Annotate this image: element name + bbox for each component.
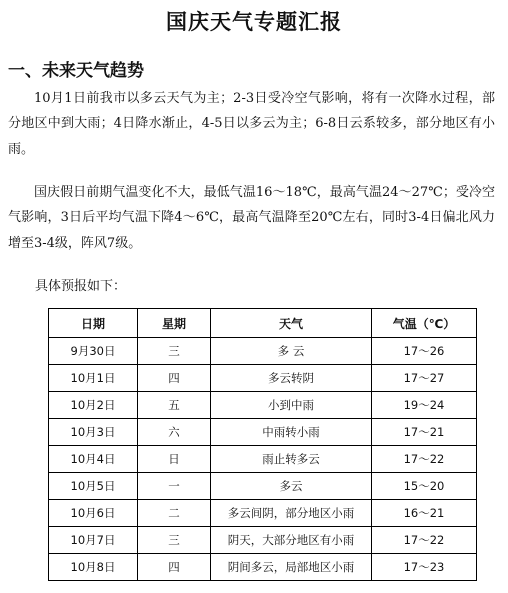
cell-weekday: 三 [138, 338, 211, 365]
cell-temperature: 17～22 [372, 446, 477, 473]
table-row [49, 500, 477, 527]
header-temperature: 气温（℃） [372, 309, 477, 338]
table-row [49, 419, 477, 446]
header-weather: 天气 [211, 309, 372, 338]
cell-temperature: 17～21 [372, 419, 477, 446]
cell-temperature: 17～26 [372, 338, 477, 365]
table-row [49, 527, 477, 554]
cell-temperature: 17～22 [372, 527, 477, 554]
document-title: 国庆天气专题汇报 [166, 10, 342, 34]
table-header-row [49, 309, 477, 338]
cell-weekday: 三 [138, 527, 211, 554]
table-row [49, 473, 477, 500]
cell-temperature: 17～23 [372, 554, 477, 581]
cell-date: 10月7日 [49, 527, 138, 554]
cell-temperature: 15～20 [372, 473, 477, 500]
cell-weekday: 一 [138, 473, 211, 500]
cell-weekday: 六 [138, 419, 211, 446]
cell-weekday: 五 [138, 392, 211, 419]
table-row [49, 365, 477, 392]
table-row [49, 392, 477, 419]
forecast-lead-text: 具体预报如下： [35, 279, 127, 294]
cell-date: 10月2日 [49, 392, 138, 419]
cell-date: 10月8日 [49, 554, 138, 581]
cell-weather: 多云转阴 [211, 365, 372, 392]
cell-date: 10月5日 [49, 473, 138, 500]
cell-date: 10月1日 [49, 365, 138, 392]
cell-weather: 小到中雨 [211, 392, 372, 419]
trend-paragraph-1: 10月1日前我市以多云天气为主；2-3日受冷空气影响，将有一次降水过程，部分地区中到大雨；4日降水渐止，4-5日以多云为主；6-8日云系较多，部分地区有小雨。 [8, 91, 495, 157]
cell-weekday: 二 [138, 500, 211, 527]
cell-date: 10月4日 [49, 446, 138, 473]
cell-weekday: 日 [138, 446, 211, 473]
forecast-table [48, 308, 477, 581]
cell-date: 10月6日 [49, 500, 138, 527]
header-weekday: 星期 [138, 309, 211, 338]
cell-temperature: 17～27 [372, 365, 477, 392]
trend-paragraph-2: 国庆假日前期气温变化不大，最低气温16～18℃，最高气温24～27℃；受冷空气影响，3日后平均气温下降4～6℃，最高气温降至20℃左右，同时3-4日偏北风力增至3-4级，阵风7级。 [8, 185, 495, 251]
table-row [49, 554, 477, 581]
cell-weather: 阴间多云，局部地区小雨 [211, 554, 372, 581]
cell-weather: 多云间阴，部分地区小雨 [211, 500, 372, 527]
cell-weather: 多云 [211, 473, 372, 500]
cell-temperature: 16～21 [372, 500, 477, 527]
cell-date: 9月30日 [49, 338, 138, 365]
header-date: 日期 [49, 309, 138, 338]
cell-weather: 中雨转小雨 [211, 419, 372, 446]
table-row [49, 338, 477, 365]
cell-weekday: 四 [138, 365, 211, 392]
cell-temperature: 19～24 [372, 392, 477, 419]
section-heading: 一、未来天气趋势 [8, 61, 144, 81]
cell-weekday: 四 [138, 554, 211, 581]
cell-weather: 多 云 [211, 338, 372, 365]
cell-date: 10月3日 [49, 419, 138, 446]
cell-weather: 雨止转多云 [211, 446, 372, 473]
table-row [49, 446, 477, 473]
cell-weather: 阴天，大部分地区有小雨 [211, 527, 372, 554]
